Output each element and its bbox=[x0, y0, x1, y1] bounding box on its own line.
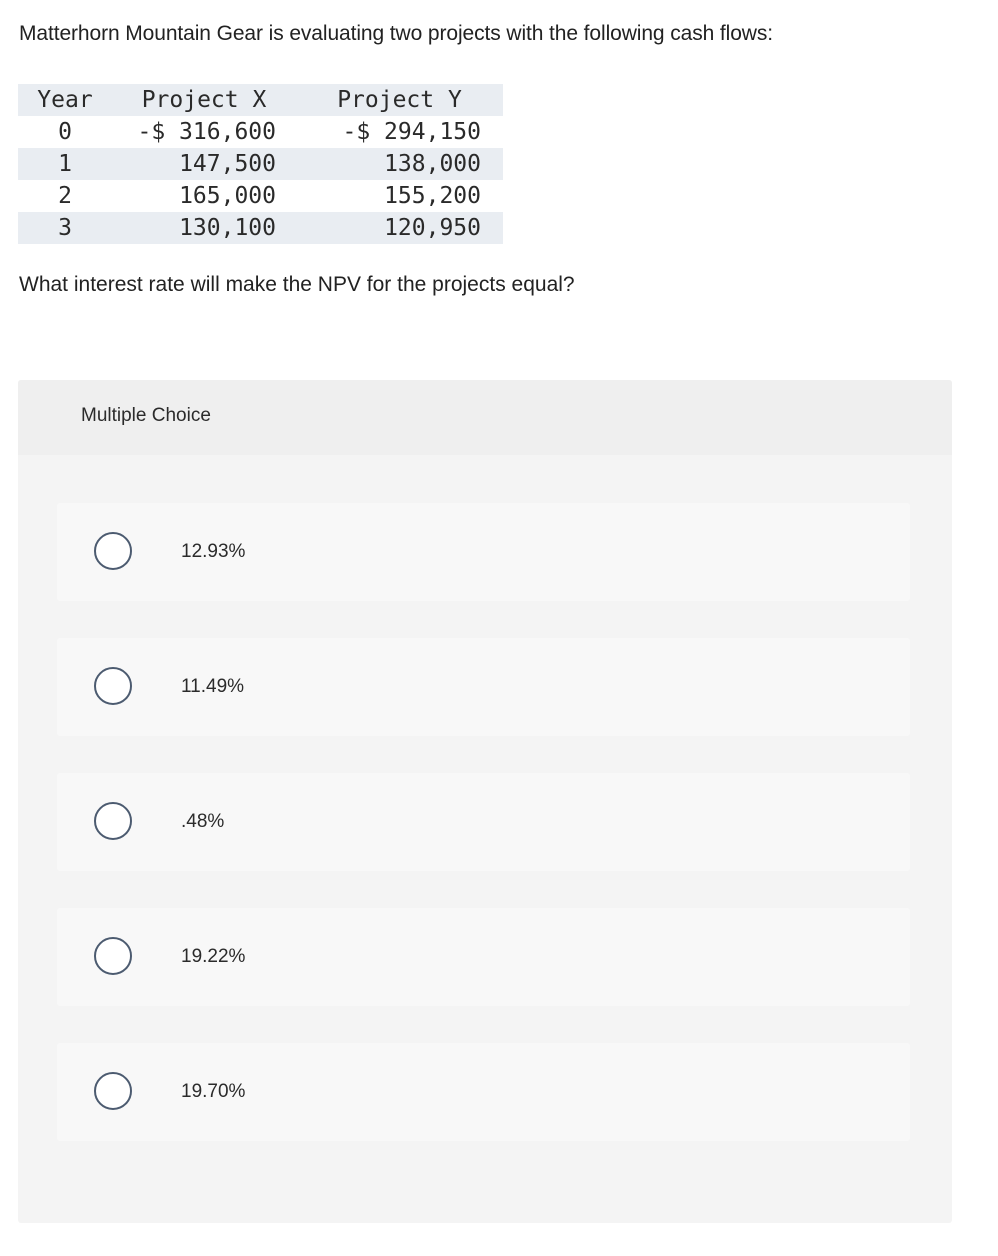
cell-project-x: 165,000 bbox=[179, 183, 276, 209]
answer-option-1[interactable] bbox=[57, 503, 910, 601]
table-row bbox=[18, 148, 503, 180]
answer-option-2[interactable] bbox=[57, 638, 910, 736]
answer-option-4[interactable] bbox=[57, 908, 910, 1006]
cell-year: 0 bbox=[58, 119, 72, 145]
cell-project-y: 120,950 bbox=[384, 215, 481, 241]
radio-circle-icon[interactable] bbox=[94, 667, 132, 705]
header-project-y: Project Y bbox=[337, 87, 462, 113]
multiple-choice-label: Multiple Choice bbox=[81, 405, 211, 426]
cell-project-y: -$ 294,150 bbox=[342, 119, 481, 145]
cell-project-y: 155,200 bbox=[384, 183, 481, 209]
cash-flow-table bbox=[18, 84, 503, 244]
answer-option-label: 11.49% bbox=[181, 676, 245, 697]
cell-year: 1 bbox=[58, 151, 72, 177]
answer-option-3[interactable] bbox=[57, 773, 910, 871]
header-project-x: Project X bbox=[141, 87, 267, 113]
answer-option-label: .48% bbox=[181, 811, 225, 832]
cell-year: 2 bbox=[58, 183, 72, 209]
question-intro: Matterhorn Mountain Gear is evaluating two projects with the following cash flows: bbox=[19, 22, 774, 45]
table-header-row bbox=[18, 84, 503, 116]
radio-circle-icon[interactable] bbox=[94, 1072, 132, 1110]
cell-project-y: 138,000 bbox=[384, 151, 481, 177]
question-prompt: What interest rate will make the NPV for the projects equal? bbox=[19, 273, 575, 296]
answer-option-label: 19.70% bbox=[181, 1081, 246, 1102]
cell-year: 3 bbox=[58, 215, 72, 241]
radio-circle-icon[interactable] bbox=[94, 532, 132, 570]
cell-project-x: -$ 316,600 bbox=[137, 119, 276, 145]
table-row bbox=[18, 212, 503, 244]
table-row bbox=[18, 180, 503, 212]
header-year: Year bbox=[37, 87, 93, 113]
answer-option-5[interactable] bbox=[57, 1043, 910, 1141]
radio-circle-icon[interactable] bbox=[94, 937, 132, 975]
cell-project-x: 130,100 bbox=[179, 215, 276, 241]
table-row bbox=[18, 116, 503, 148]
radio-circle-icon[interactable] bbox=[94, 802, 132, 840]
multiple-choice-panel bbox=[18, 380, 952, 1223]
answer-option-label: 12.93% bbox=[181, 541, 246, 562]
answer-option-label: 19.22% bbox=[181, 946, 246, 967]
cell-project-x: 147,500 bbox=[179, 151, 276, 177]
multiple-choice-header bbox=[18, 380, 952, 455]
